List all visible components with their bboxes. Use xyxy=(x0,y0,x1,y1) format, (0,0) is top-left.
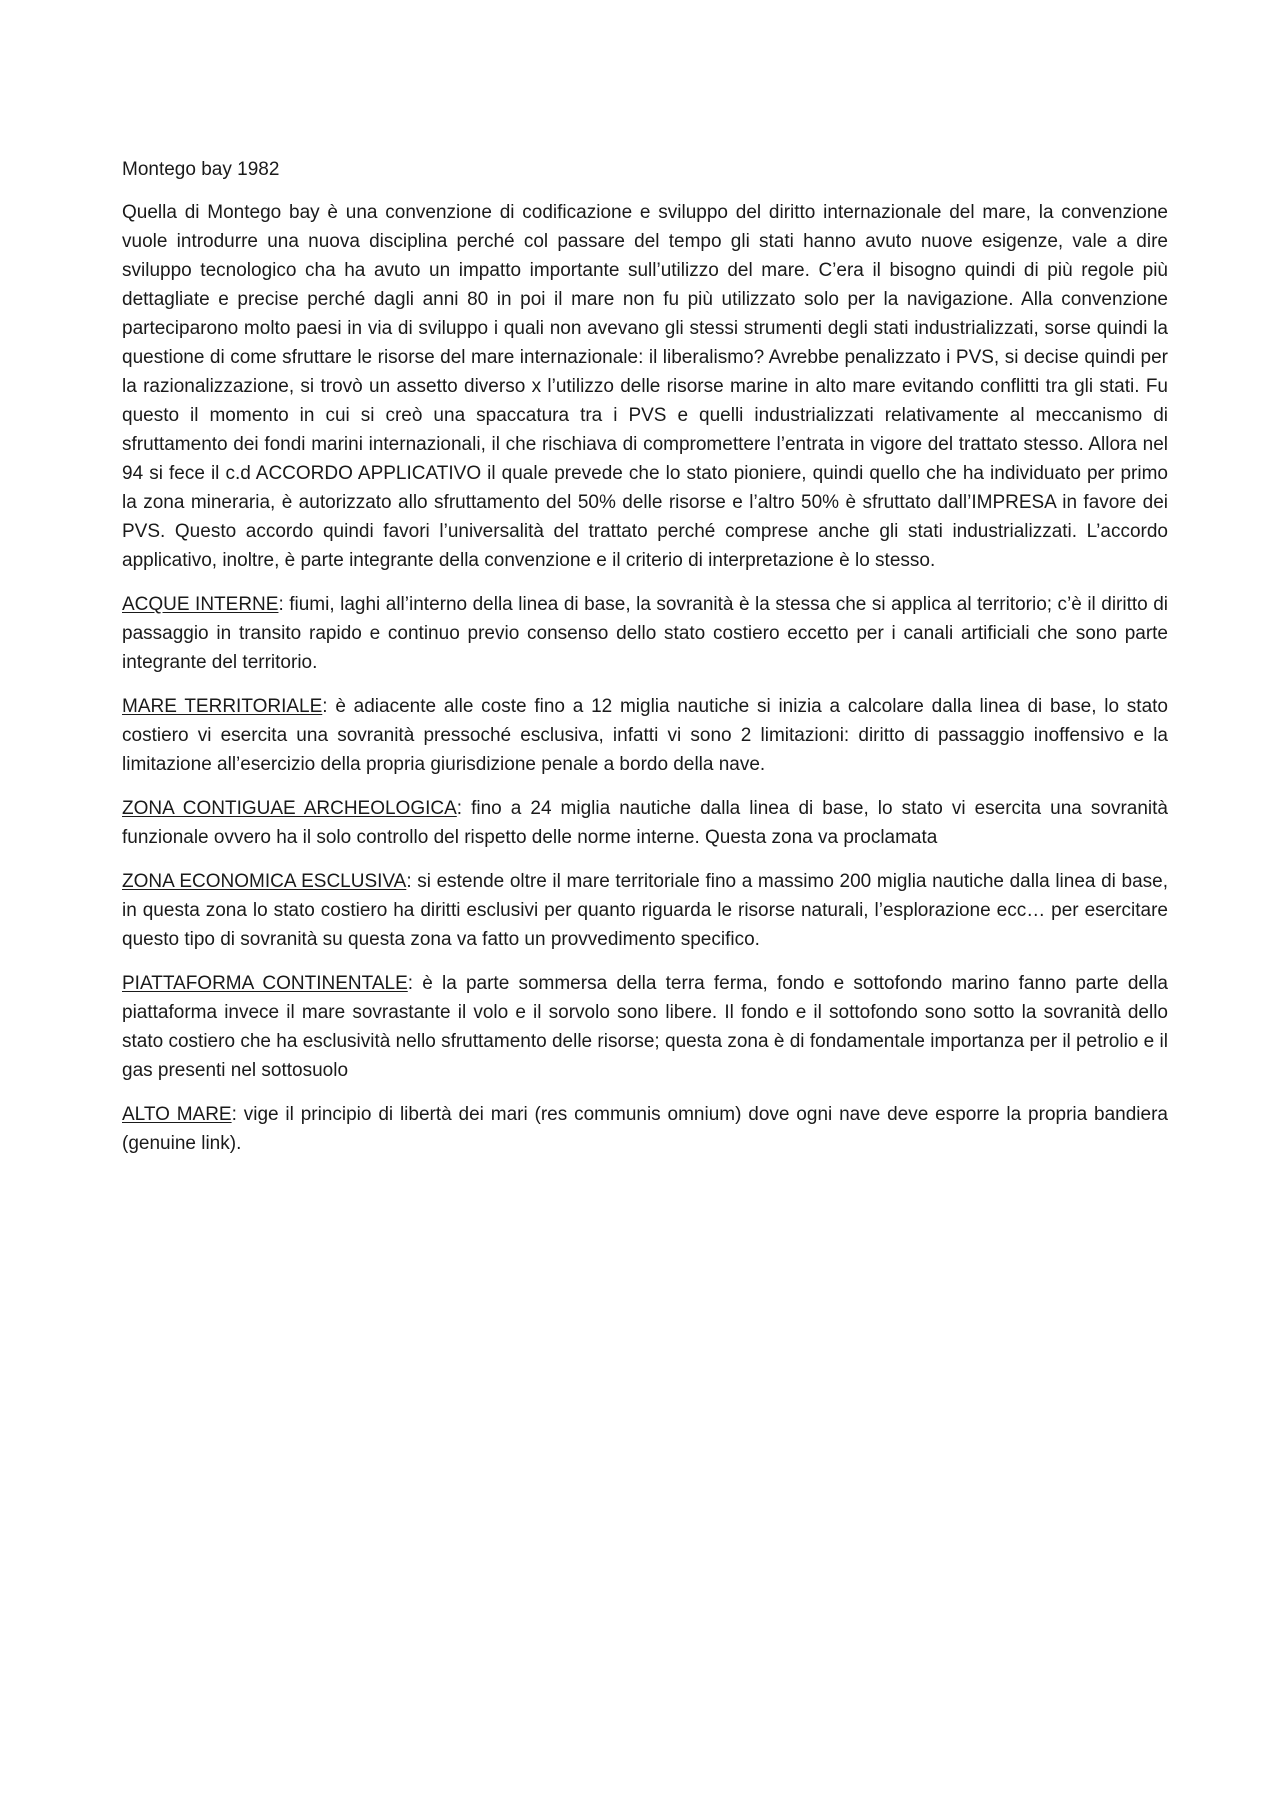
section-term: ALTO MARE xyxy=(122,1104,232,1125)
section-zona-economica-esclusiva xyxy=(122,867,1168,954)
section-text: : fiumi, laghi all’interno della linea di base, la sovranità è la stessa che si applica al territorio; c’è il diritto di passaggio in transito rapido e continuo previo consenso dello stato costiero eccetto per i canali artificiali che sono parte integrante del territorio. xyxy=(122,594,1168,673)
section-piattaforma-continentale xyxy=(122,969,1168,1085)
section-term: ACQUE INTERNE xyxy=(122,594,279,615)
intro-paragraph: Quella di Montego bay è una convenzione di codificazione e sviluppo del diritto internazionale del mare, la convenzione vuole introdurre una nuova disciplina perché col passare del tempo gli stati hanno avuto nuove esigenze, vale a dire sviluppo tecnologico cha ha avuto un impatto importante sull’utilizzo del mare. C’era il bisogno quindi di più regole più dettagliate e precise perché dagli anni 80 in poi il mare non fu più utilizzato solo per la navigazione. Alla convenzione parteciparono molto paesi in via di sviluppo i quali non avevano gli stessi strumenti degli stati industrializzati, sorse quindi la questione di come sfruttare le risorse del mare internazionale: il liberalismo? Avrebbe penalizzato i PVS, si decise quindi per la razionalizzazione, si trovò un assetto diverso x l’utilizzo delle risorse marine in alto mare evitando conflitti tra gli stati. Fu questo il momento in cui si creò una spaccatura tra i PVS e quelli industrializzati relativamente al meccanismo di sfruttamento dei fondi marini internazionali, il che rischiava di compromettere l’entrata in vigore del trattato stesso. Allora nel 94 si fece il c.d ACCORDO APPLICATIVO il quale prevede che lo stato pioniere, quindi quello che ha individuato per primo la zona mineraria, è autorizzato allo sfruttamento del 50% delle risorse e l’altro 50% è sfruttato dall’IMPRESA in favore dei PVS. Questo accordo quindi favori l’universalità del trattato perché comprese anche gli stati industrializzati. L’accordo applicativo, inoltre, è parte integrante della convenzione e il criterio di interpretazione è lo stesso. xyxy=(122,202,1168,571)
section-term: ZONA CONTIGUAE ARCHEOLOGICA xyxy=(122,798,457,819)
section-text: : vige il principio di libertà dei mari (res communis omnium) dove ogni nave deve esporre la propria bandiera (genuine link). xyxy=(122,1104,1168,1154)
section-text: : fino a 24 miglia nautiche dalla linea di base, lo stato vi esercita una sovranità funzionale ovvero ha il solo controllo del rispetto delle norme interne. Questa zona va proclamata xyxy=(122,798,1168,848)
section-zona-contigua xyxy=(122,794,1168,852)
section-term: MARE TERRITORIALE xyxy=(122,696,323,717)
section-mare-territoriale xyxy=(122,692,1168,779)
document-title: Montego bay 1982 xyxy=(122,159,280,180)
section-text: : si estende oltre il mare territoriale fino a massimo 200 miglia nautiche dalla linea di base, in questa zona lo stato costiero ha diritti esclusivi per quanto riguarda le risorse naturali, l’esplorazione ecc… per esercitare questo tipo di sovranità su questa zona va fatto un provvedimento specifico. xyxy=(122,871,1168,950)
section-alto-mare xyxy=(122,1100,1168,1158)
section-acque-interne xyxy=(122,590,1168,677)
section-term: PIATTAFORMA CONTINENTALE xyxy=(122,973,408,994)
section-text: : è la parte sommersa della terra ferma, fondo e sottofondo marino fanno parte della piattaforma invece il mare sovrastante il volo e il sorvolo sono libere. Il fondo e il sottofondo sono sotto la sovranità dello stato costiero che ha esclusività nello sfruttamento delle risorse; questa zona è di fondamentale importanza per il petrolio e il gas presenti nel sottosuolo xyxy=(122,973,1168,1081)
section-text: : è adiacente alle coste fino a 12 miglia nautiche si inizia a calcolare dalla linea di base, lo stato costiero vi esercita una sovranità pressoché esclusiva, infatti vi sono 2 limitazioni: diritto di passaggio inoffensivo e la limitazione all’esercizio della propria giurisdizione penale a bordo della nave. xyxy=(122,696,1168,775)
section-term: ZONA ECONOMICA ESCLUSIVA xyxy=(122,871,407,892)
